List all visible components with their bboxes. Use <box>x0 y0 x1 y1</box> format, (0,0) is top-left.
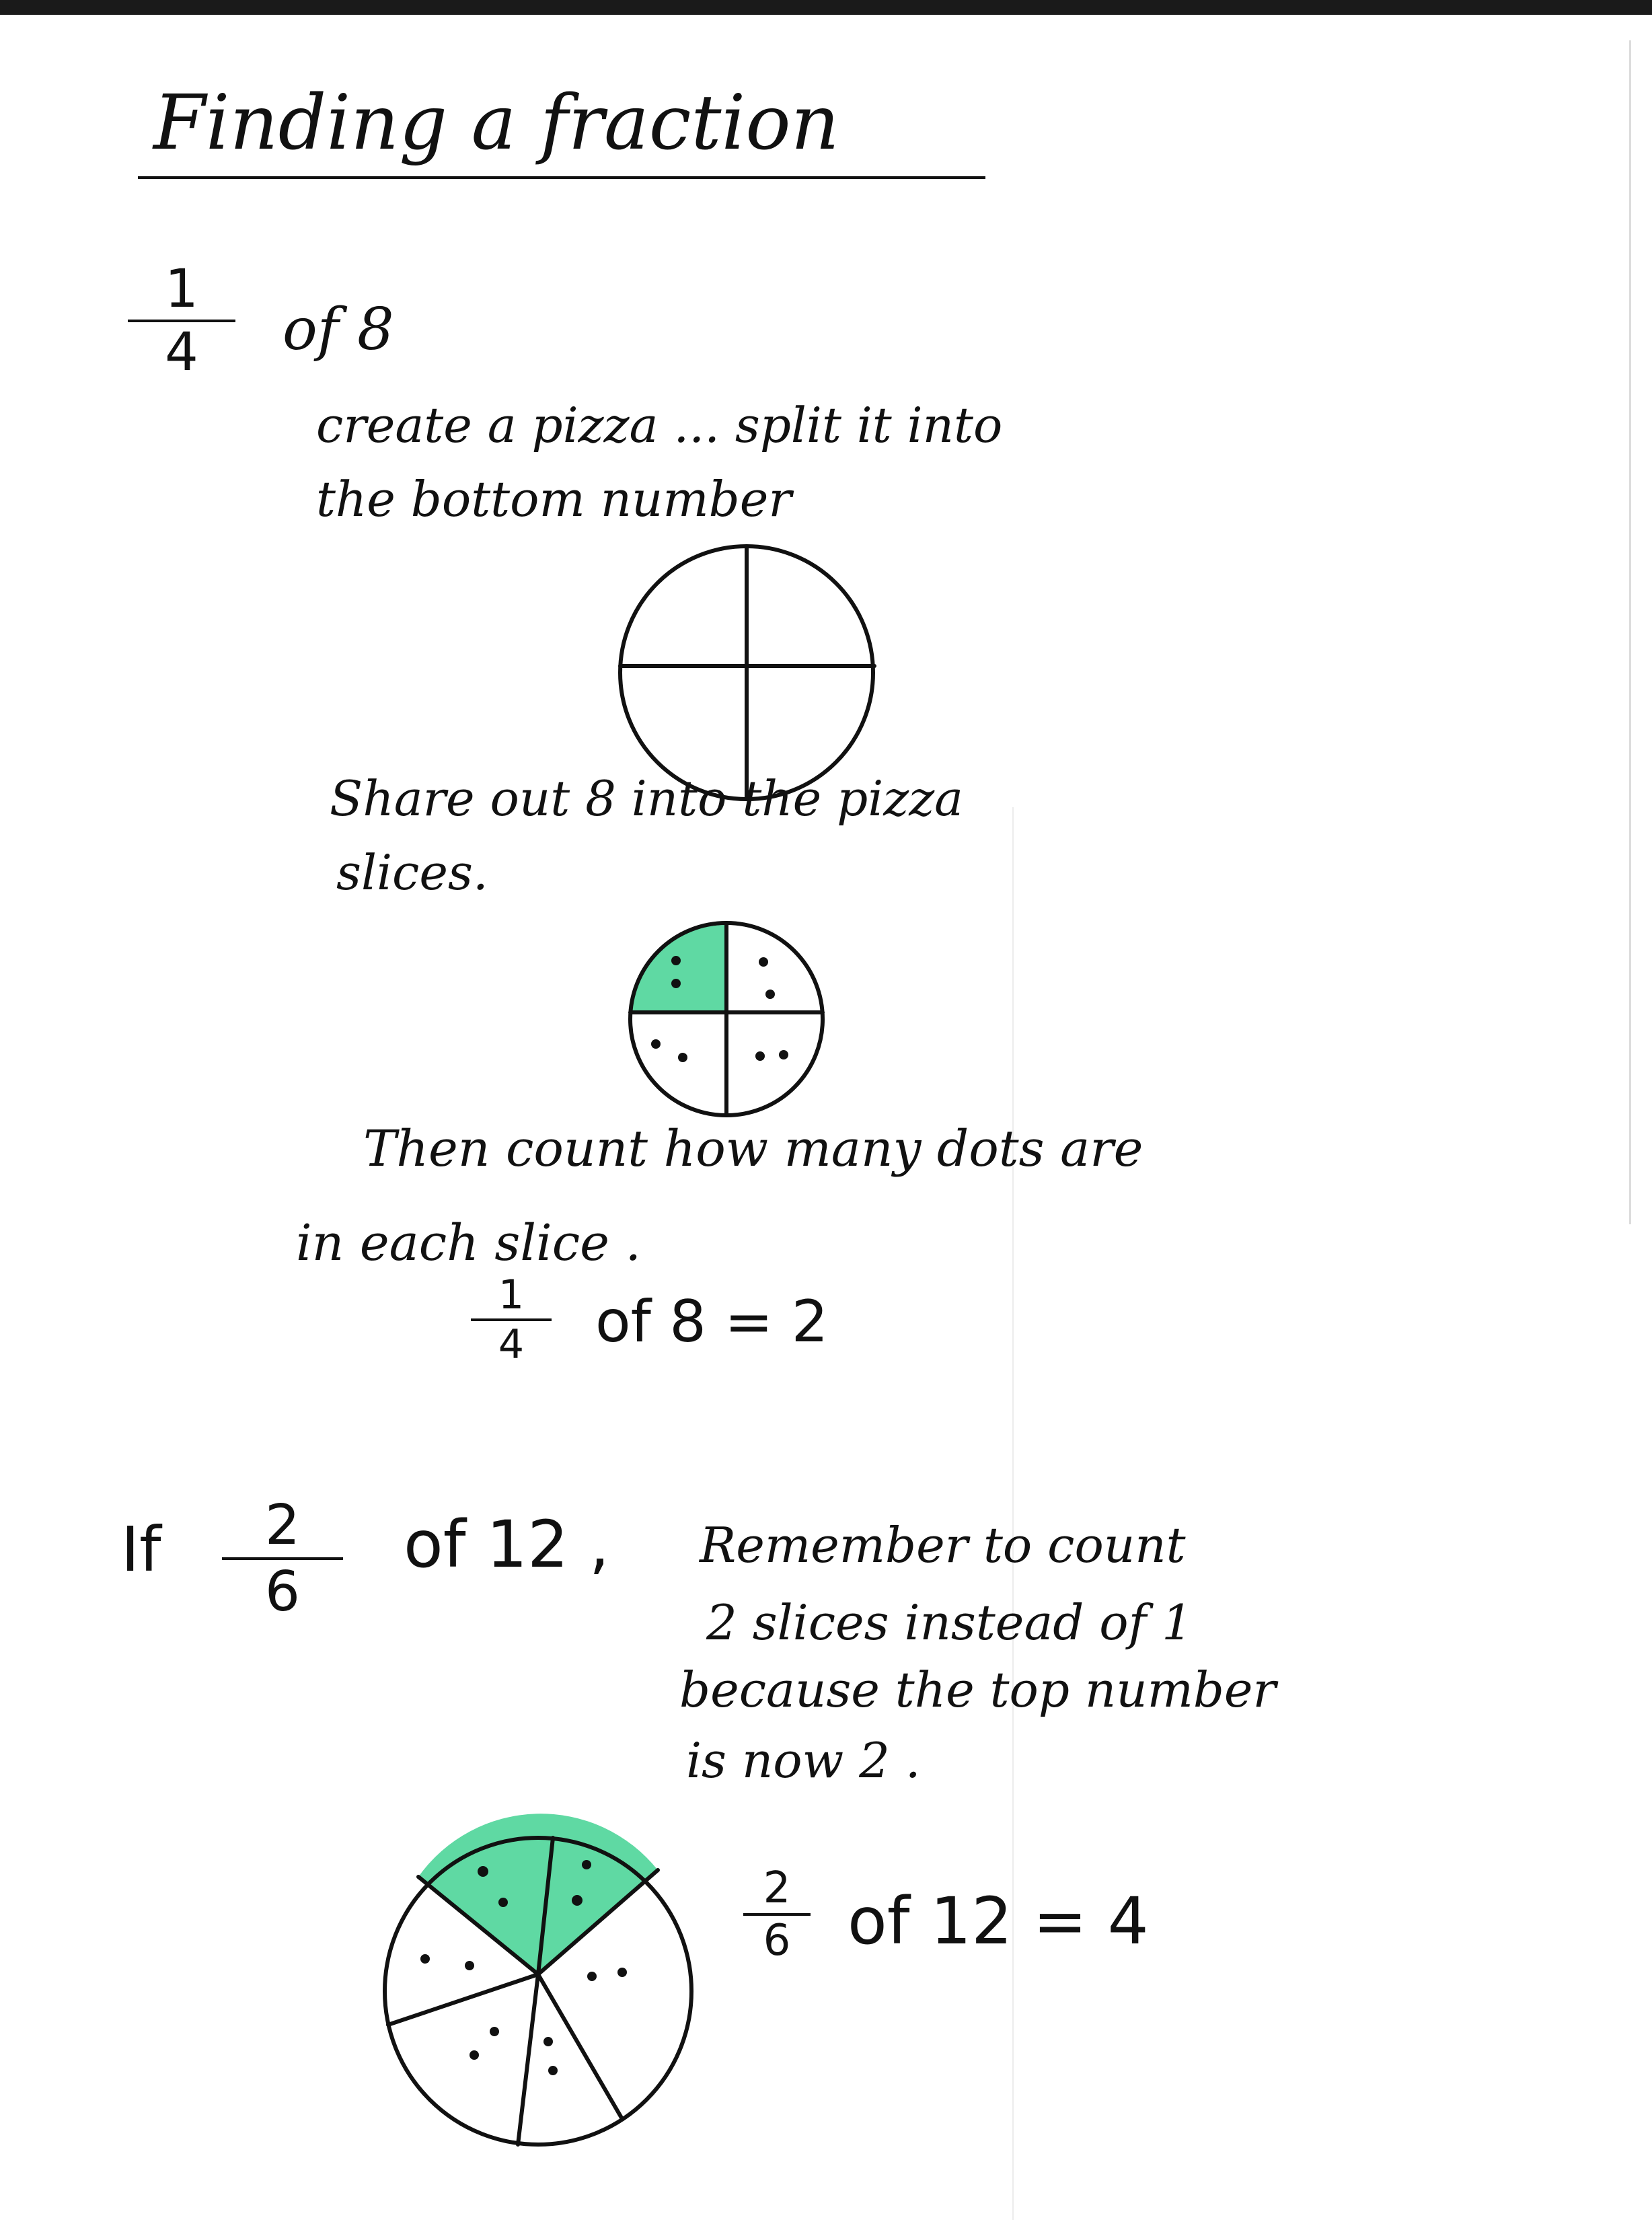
note-line-2: 2 slices instead of 1 <box>706 1594 1193 1651</box>
dot <box>671 956 681 965</box>
dot <box>617 1968 627 1977</box>
dot <box>543 2037 553 2046</box>
dot <box>651 1039 661 1049</box>
step-share-line-1: Share out 8 into the pizza <box>330 770 964 827</box>
dot <box>465 1961 474 1970</box>
dot <box>765 990 775 999</box>
answer1-result: of 8 = 2 <box>595 1288 829 1355</box>
fraction-numerator: 1 <box>165 259 198 320</box>
dot <box>671 979 681 988</box>
step-count-line-1: Then count how many dots are <box>363 1120 1143 1178</box>
fraction-denominator: 6 <box>763 1916 791 1966</box>
dot <box>678 1053 687 1062</box>
of-twelve: of 12 , <box>404 1507 610 1582</box>
step-split-line-1: create a pizza ... split it into <box>316 397 1003 453</box>
dot <box>759 957 768 967</box>
pizza-cut <box>538 1974 622 2119</box>
fraction-numerator: 2 <box>763 1863 791 1913</box>
dot <box>478 1866 488 1877</box>
pizza-cut <box>388 1974 538 2025</box>
of-eight: of 8 <box>283 296 394 363</box>
if-label: If <box>121 1514 161 1586</box>
dot <box>779 1050 788 1059</box>
step-share-line-2: slices. <box>336 844 488 901</box>
dot <box>587 1972 597 1981</box>
fraction-numerator: 2 <box>264 1493 301 1557</box>
dot <box>582 1860 591 1869</box>
step-count-line-2: in each slice . <box>296 1214 641 1272</box>
dot <box>470 2050 479 2060</box>
dot <box>498 1898 508 1907</box>
pizza-cut <box>518 1974 538 2145</box>
note-line-3: because the top number <box>679 1662 1276 1718</box>
pizza-sixths-dots <box>385 1814 691 2145</box>
step-split-line-2: the bottom number <box>316 471 792 527</box>
fraction-denominator: 6 <box>264 1560 301 1624</box>
dot <box>420 1954 430 1964</box>
dot <box>490 2027 499 2036</box>
note-line-4: is now 2 . <box>686 1732 921 1789</box>
answer2-result: of 12 = 4 <box>848 1884 1149 1959</box>
pizza-quarters-empty <box>620 546 874 799</box>
fraction-numerator: 1 <box>498 1271 525 1318</box>
dot <box>548 2066 558 2075</box>
page-title: Finding a fraction <box>153 79 839 167</box>
dot <box>755 1051 765 1061</box>
pizza-quarters-dots <box>630 923 823 1115</box>
dot <box>572 1895 583 1906</box>
fraction-denominator: 4 <box>498 1321 525 1368</box>
fraction-denominator: 4 <box>165 322 198 383</box>
note-line-1: Remember to count <box>700 1517 1186 1573</box>
